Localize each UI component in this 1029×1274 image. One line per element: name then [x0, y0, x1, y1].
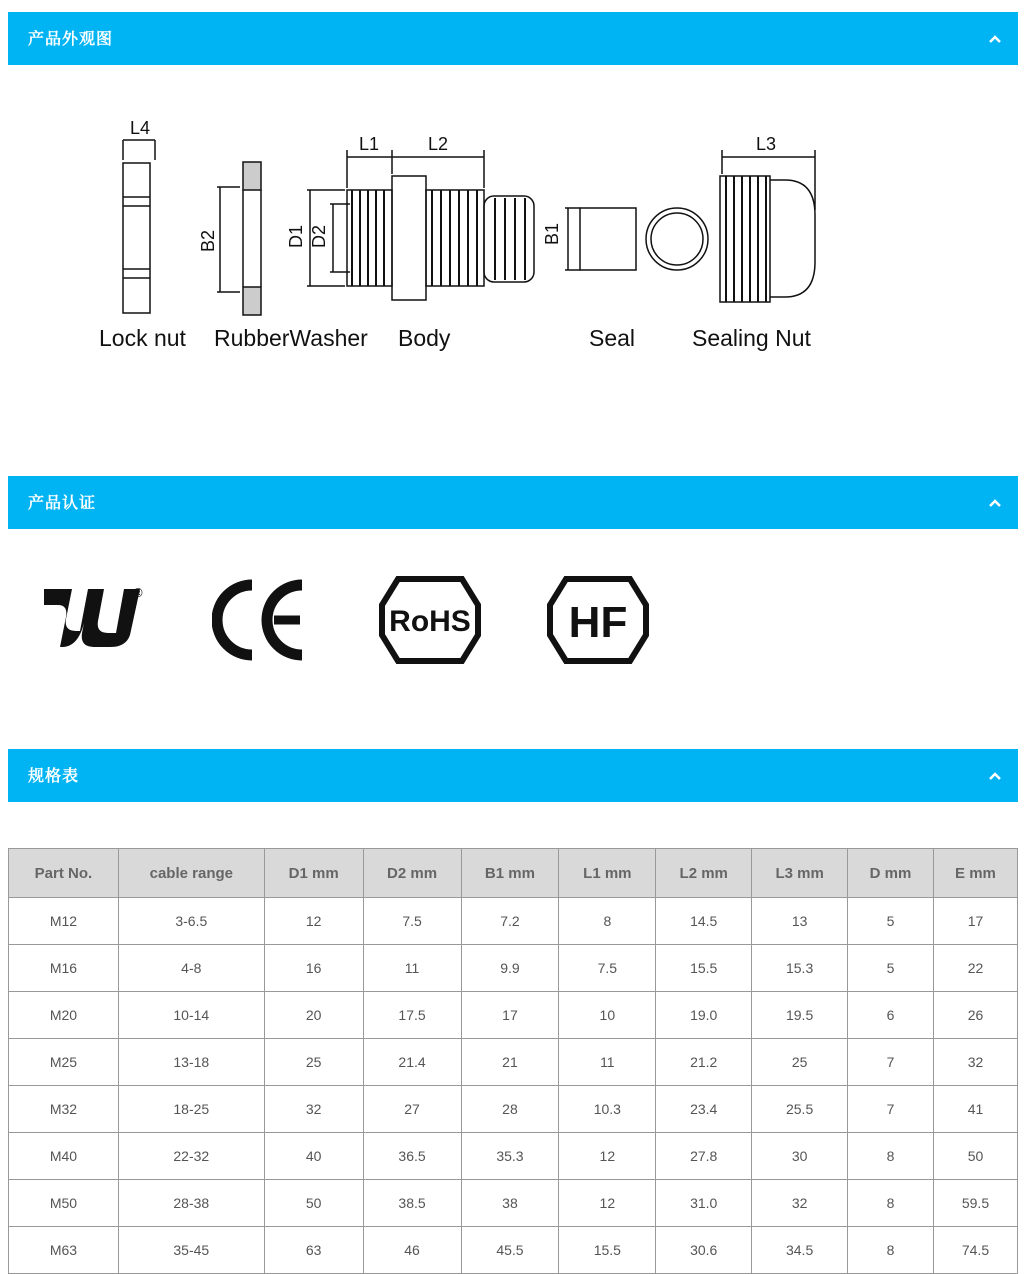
rubber-washer-drawing [217, 162, 261, 315]
table-cell: 22-32 [118, 1133, 264, 1180]
table-cell: M16 [9, 945, 119, 992]
table-cell: 25 [264, 1039, 363, 1086]
table-cell: 25 [752, 1039, 848, 1086]
table-cell: M63 [9, 1227, 119, 1274]
table-cell: 15.5 [656, 945, 752, 992]
table-cell: 23.4 [656, 1086, 752, 1133]
table-cell: M12 [9, 898, 119, 945]
table-cell: 26 [933, 992, 1017, 1039]
table-cell: 17 [933, 898, 1017, 945]
ce-logo-icon [212, 575, 308, 665]
column-header: Part No. [9, 849, 119, 898]
table-cell: 21.4 [363, 1039, 461, 1086]
table-cell: 21.2 [656, 1039, 752, 1086]
table-cell: 22 [933, 945, 1017, 992]
lock-nut-drawing [123, 140, 155, 313]
column-header: D mm [848, 849, 934, 898]
table-cell: 14.5 [656, 898, 752, 945]
column-header: L1 mm [559, 849, 656, 898]
table-cell: 12 [264, 898, 363, 945]
table-cell: 7.2 [461, 898, 559, 945]
table-cell: 7 [848, 1086, 934, 1133]
table-cell: 9.9 [461, 945, 559, 992]
table-cell: 8 [848, 1133, 934, 1180]
dim-d1-label: D1 [286, 224, 306, 248]
chevron-up-icon[interactable] [986, 494, 1004, 512]
table-cell: 8 [848, 1180, 934, 1227]
table-row [9, 1039, 1018, 1086]
table-cell: 19.5 [752, 992, 848, 1039]
table-cell: 35-45 [118, 1227, 264, 1274]
table-cell: 50 [264, 1180, 363, 1227]
section-title: 产品外观图 [28, 29, 114, 48]
hf-logo-text: HF [568, 598, 628, 647]
dim-b2-label: B2 [198, 229, 218, 252]
table-row [9, 898, 1018, 945]
table-row [9, 1133, 1018, 1180]
table-cell: M40 [9, 1133, 119, 1180]
table-cell: 41 [933, 1086, 1017, 1133]
table-cell: 10 [559, 992, 656, 1039]
table-cell: 31.0 [656, 1180, 752, 1227]
table-cell: 19.0 [656, 992, 752, 1039]
table-cell: 40 [264, 1133, 363, 1180]
part-label-lock-nut: Lock nut [99, 325, 186, 351]
part-label-rubber-washer: RubberWasher [214, 325, 368, 351]
section-title: 规格表 [28, 766, 80, 785]
column-header: E mm [933, 849, 1017, 898]
table-cell: 21 [461, 1039, 559, 1086]
table-cell: 36.5 [363, 1133, 461, 1180]
table-cell: 10-14 [118, 992, 264, 1039]
table-cell: 8 [848, 1227, 934, 1274]
table-header-row [9, 849, 1018, 898]
table-row [9, 1227, 1018, 1274]
table-cell: 5 [848, 945, 934, 992]
part-label-body: Body [398, 325, 451, 351]
column-header: cable range [118, 849, 264, 898]
seal-drawing [565, 208, 708, 270]
table-cell: 15.3 [752, 945, 848, 992]
table-cell: 30.6 [656, 1227, 752, 1274]
table-cell: 59.5 [933, 1180, 1017, 1227]
chevron-up-icon[interactable] [986, 30, 1004, 48]
part-label-seal: Seal [589, 325, 636, 351]
table-cell: 7 [848, 1039, 934, 1086]
table-cell: 45.5 [461, 1227, 559, 1274]
table-cell: 7.5 [559, 945, 656, 992]
table-row [9, 1180, 1018, 1227]
table-cell: 18-25 [118, 1086, 264, 1133]
column-header: L3 mm [752, 849, 848, 898]
table-cell: 32 [933, 1039, 1017, 1086]
table-cell: 27.8 [656, 1133, 752, 1180]
table-cell: 13 [752, 898, 848, 945]
spec-table [8, 848, 1018, 1274]
table-cell: 10.3 [559, 1086, 656, 1133]
hf-logo-icon [546, 575, 650, 665]
table-cell: 6 [848, 992, 934, 1039]
table-cell: 27 [363, 1086, 461, 1133]
table-cell: 63 [264, 1227, 363, 1274]
table-cell: 12 [559, 1133, 656, 1180]
table-cell: 32 [752, 1180, 848, 1227]
dim-l1-label: L1 [359, 134, 380, 154]
part-label-sealing-nut: Sealing Nut [692, 325, 811, 351]
table-cell: 17.5 [363, 992, 461, 1039]
table-cell: M25 [9, 1039, 119, 1086]
section-header-appearance[interactable] [8, 12, 1018, 65]
ul-registered-mark: ® [132, 586, 144, 600]
dim-b1-label: B1 [542, 222, 562, 245]
table-cell: 50 [933, 1133, 1017, 1180]
section-title: 产品认证 [28, 493, 97, 512]
dim-d2-label: D2 [309, 224, 329, 248]
table-cell: 46 [363, 1227, 461, 1274]
table-cell: 32 [264, 1086, 363, 1133]
table-cell: 5 [848, 898, 934, 945]
table-cell: M32 [9, 1086, 119, 1133]
table-cell: 8 [559, 898, 656, 945]
dim-l2-label: L2 [428, 134, 449, 154]
table-cell: 35.3 [461, 1133, 559, 1180]
table-cell: 20 [264, 992, 363, 1039]
table-cell: 38 [461, 1180, 559, 1227]
table-cell: 7.5 [363, 898, 461, 945]
chevron-up-icon[interactable] [986, 767, 1004, 785]
table-cell: 74.5 [933, 1227, 1017, 1274]
column-header: D2 mm [363, 849, 461, 898]
table-cell: M50 [9, 1180, 119, 1227]
ul-logo-icon [40, 575, 150, 665]
table-cell: 13-18 [118, 1039, 264, 1086]
table-cell: 25.5 [752, 1086, 848, 1133]
table-cell: 28 [461, 1086, 559, 1133]
rohs-logo-icon [378, 575, 482, 665]
sealing-nut-drawing [720, 150, 815, 302]
table-row [9, 992, 1018, 1039]
table-cell: 17 [461, 992, 559, 1039]
body-drawing [307, 150, 534, 300]
table-cell: 15.5 [559, 1227, 656, 1274]
table-cell: 4-8 [118, 945, 264, 992]
table-cell: 34.5 [752, 1227, 848, 1274]
table-cell: 16 [264, 945, 363, 992]
section-header-certification[interactable] [8, 476, 1018, 529]
table-row [9, 1086, 1018, 1133]
column-header: B1 mm [461, 849, 559, 898]
dim-l3-label: L3 [756, 134, 777, 154]
table-cell: 28-38 [118, 1180, 264, 1227]
dim-l4-label: L4 [130, 118, 151, 138]
table-cell: 3-6.5 [118, 898, 264, 945]
table-cell: 11 [559, 1039, 656, 1086]
table-row [9, 945, 1018, 992]
section-header-spec[interactable] [8, 749, 1018, 802]
table-cell: 38.5 [363, 1180, 461, 1227]
column-header: L2 mm [656, 849, 752, 898]
column-header: D1 mm [264, 849, 363, 898]
table-cell: 12 [559, 1180, 656, 1227]
table-cell: 30 [752, 1133, 848, 1180]
rohs-logo-text: RoHS [389, 605, 471, 638]
table-cell: M20 [9, 992, 119, 1039]
table-cell: 11 [363, 945, 461, 992]
